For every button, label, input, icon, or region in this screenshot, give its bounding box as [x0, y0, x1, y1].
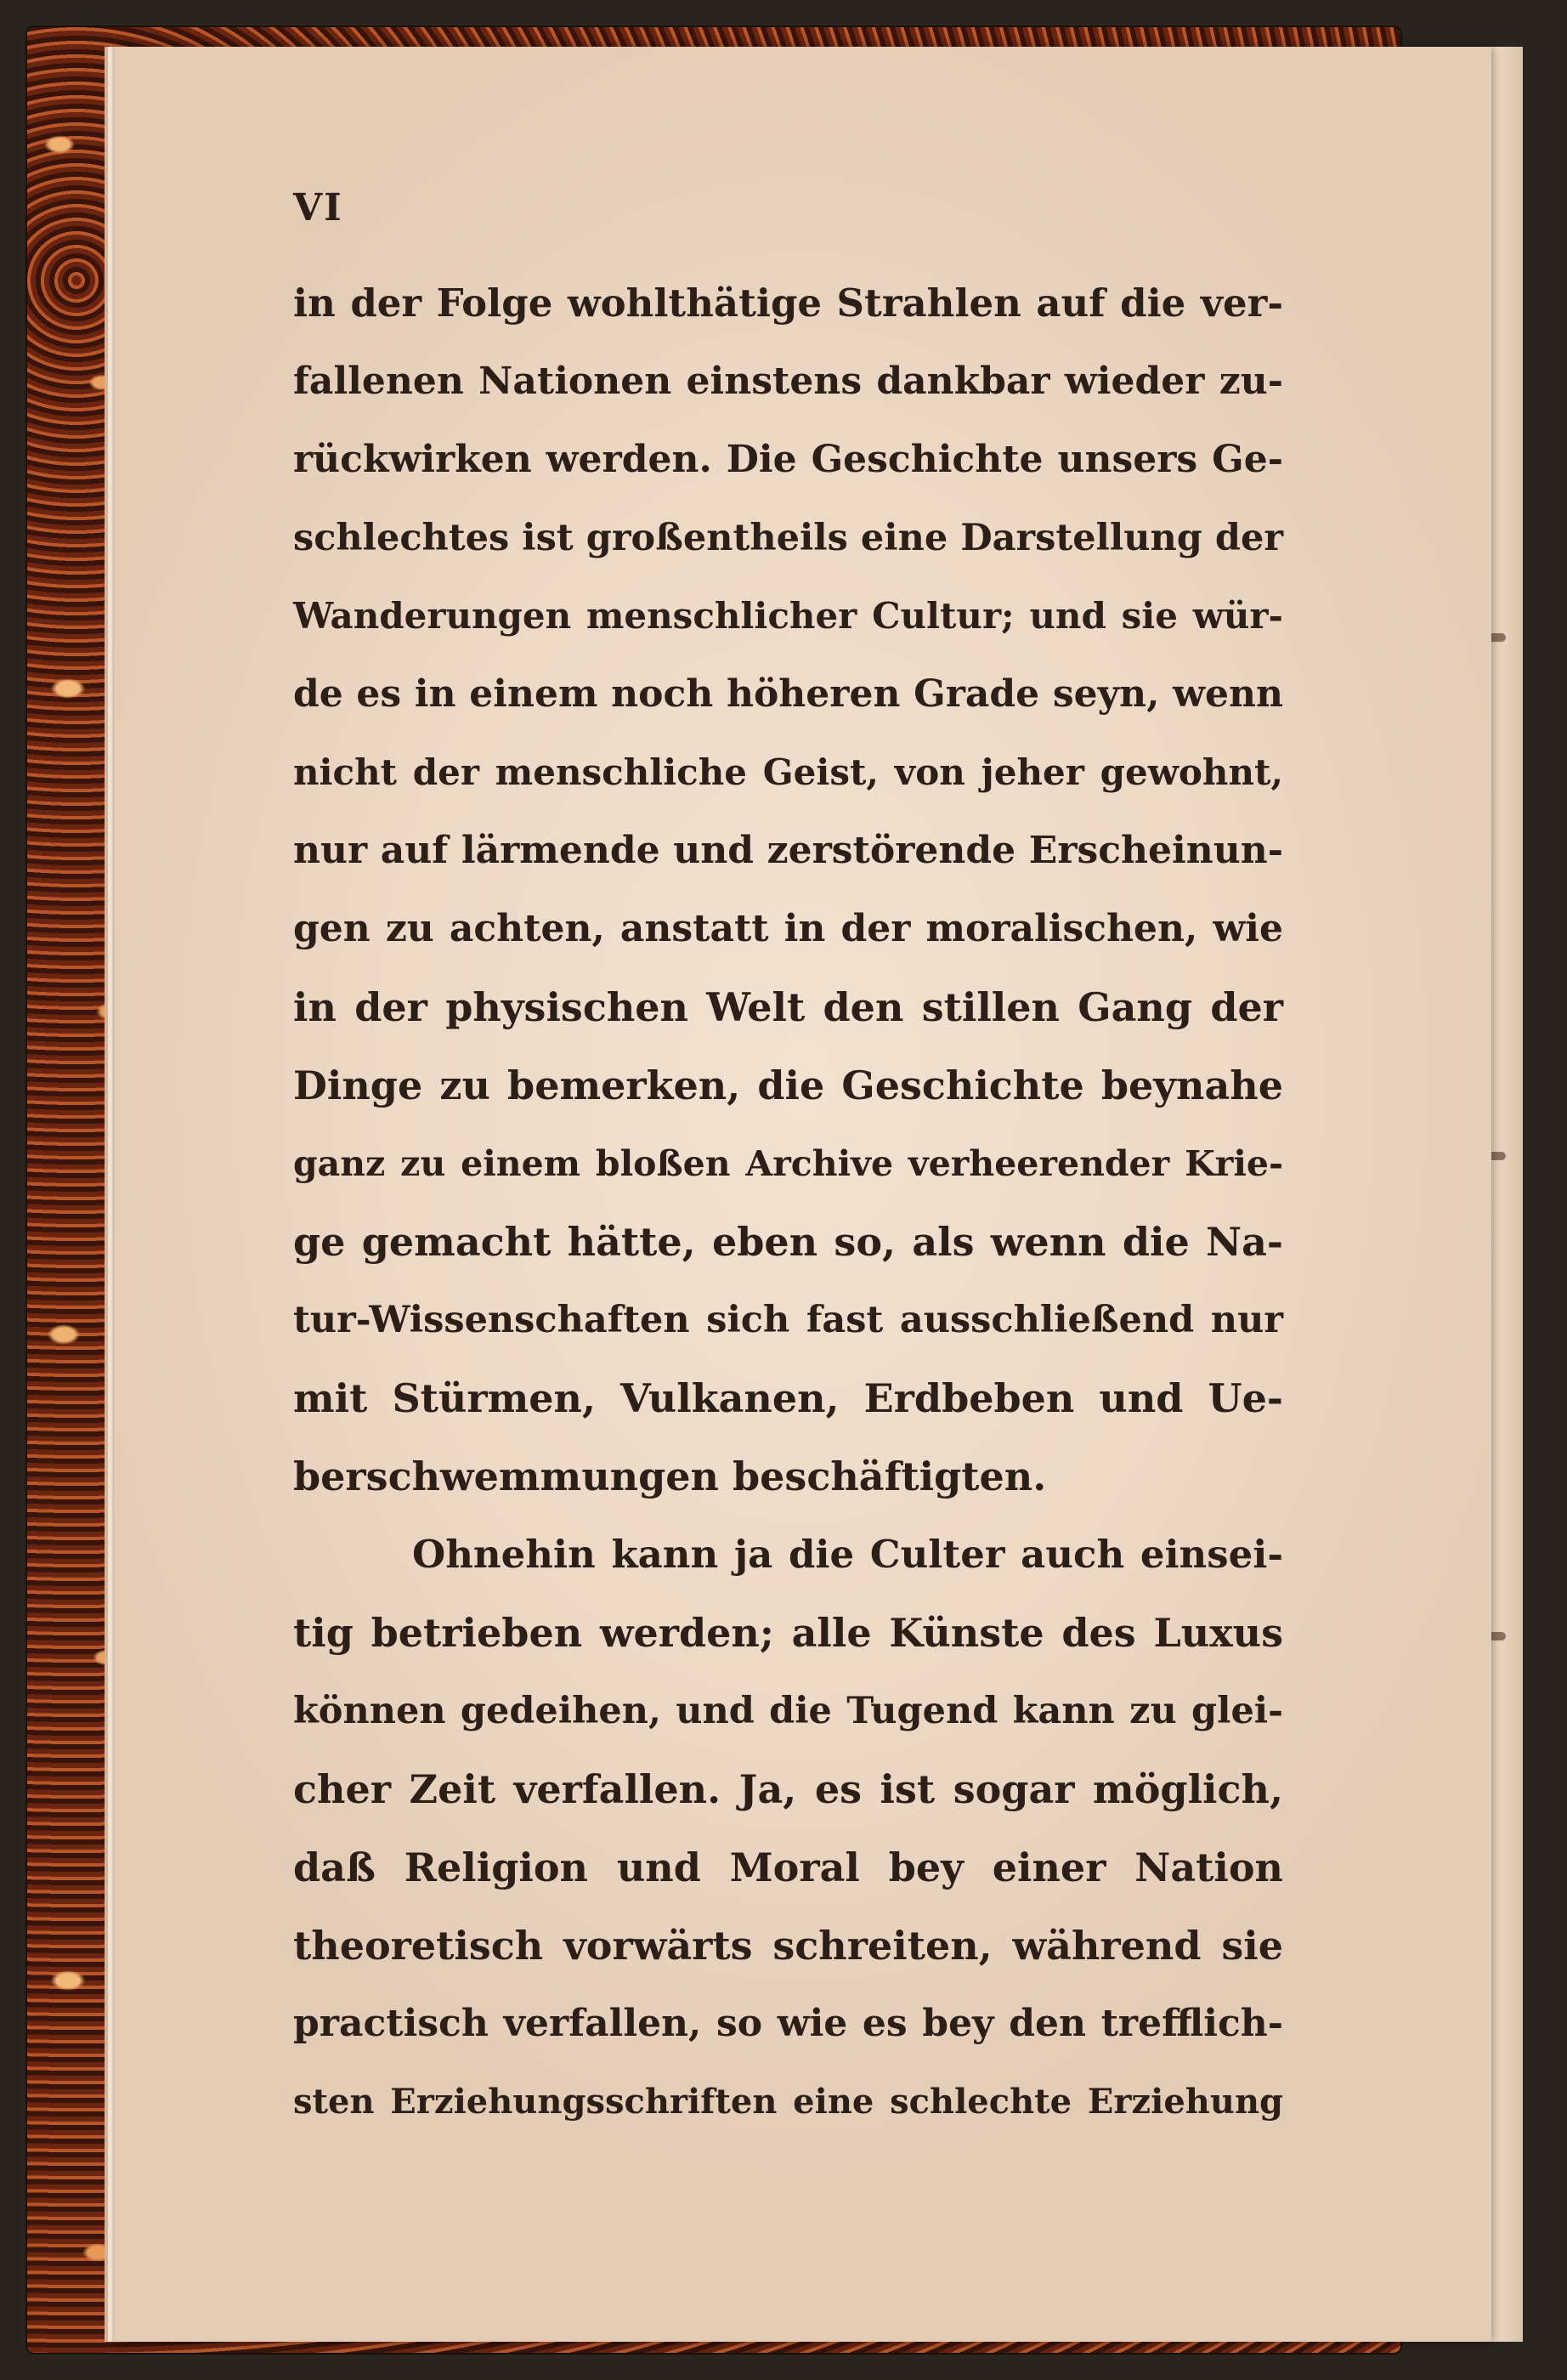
text-line: sten Erziehungsschriften eine schlechte Erziehung — [293, 2082, 1283, 2122]
text-line: mit Stürmen, Vulkanen, Erdbeben und Ue- — [293, 1375, 1283, 1421]
text-line: nur auf lärmende und zerstörende Erscheinun- — [293, 829, 1283, 872]
text-line: Dinge zu bemerken, die Geschichte beynahe — [293, 1062, 1283, 1108]
text-line: practisch verfallen, so wie es bey den trefflich- — [293, 2002, 1283, 2045]
text-line: in der Folge wohlthätige Strahlen auf die ver- — [293, 280, 1283, 326]
text-line: ganz zu einem bloßen Archive verheerender Krie- — [293, 1143, 1283, 1184]
page-number: VI — [293, 186, 343, 230]
text-line: schlechtes ist großentheils eine Darstellung der — [293, 517, 1283, 559]
paragraph — [293, 264, 1283, 1516]
text-line: Ohnehin kann ja die Culter auch einsei- — [412, 1532, 1283, 1577]
page-text — [293, 183, 1283, 2141]
text-line: gen zu achten, anstatt in der moralischen, wie — [293, 907, 1283, 950]
text-line: fallenen Nationen einstens dankbar wieder zu- — [293, 360, 1283, 403]
text-line: in der physischen Welt den stillen Gang der — [293, 984, 1283, 1030]
text-line: tur-Wissenschaften sich fast ausschließend nur — [293, 1299, 1283, 1341]
paragraph — [293, 1516, 1283, 2141]
text-line: daß Religion und Moral bey einer Nation — [293, 1844, 1283, 1890]
text-line: Wanderungen menschlicher Cultur; und sie wür- — [293, 595, 1283, 637]
text-line: tig betrieben werden; alle Künste des Luxus — [293, 1610, 1283, 1656]
text-line: nicht der menschliche Geist, von jeher gewohnt, — [293, 751, 1283, 793]
text-line: berschwemmungen beschäftigten. — [293, 1454, 1047, 1499]
text-line: cher Zeit verfallen. Ja, es ist sogar möglich, — [293, 1766, 1283, 1812]
text-line: de es in einem noch höheren Grade seyn, wenn — [293, 672, 1283, 716]
text-line: rückwirken werden. Die Geschichte unsers Ge- — [293, 438, 1283, 481]
text-line: theoretisch vorwärts schreiten, während sie — [293, 1923, 1283, 1969]
text-line: können gedeihen, und die Tugend kann zu glei- — [293, 1690, 1283, 1732]
text-line: ge gemacht hätte, eben so, als wenn die Na- — [293, 1219, 1283, 1265]
